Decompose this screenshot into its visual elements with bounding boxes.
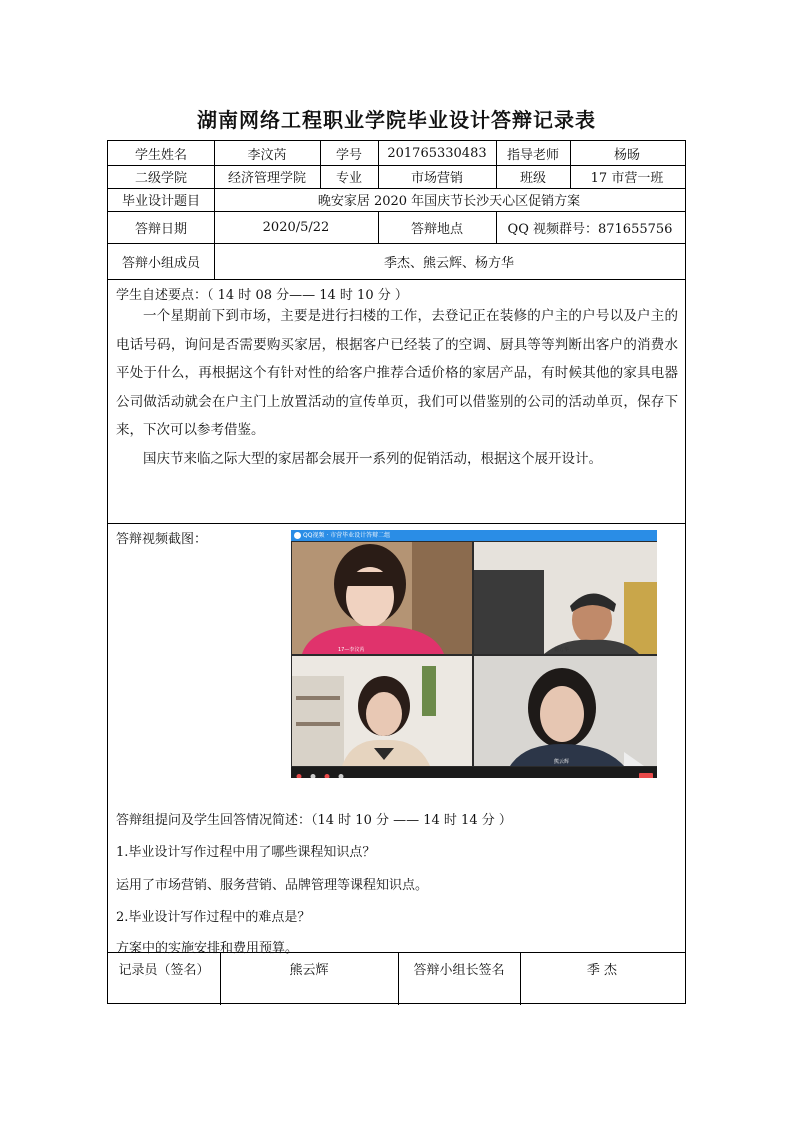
video-tile-member-2 <box>474 656 657 766</box>
members-icon <box>339 774 344 778</box>
panel-label: 答辩小组成员 <box>121 255 200 271</box>
question-2: 2.毕业设计写作过程中的难点是？ <box>116 910 311 925</box>
date-value: 2020/5/22 <box>262 219 330 235</box>
student-video-image <box>292 542 472 654</box>
video-window-title: QQ视频 · 市营毕业设计答辩二组 <box>303 532 391 539</box>
college-label: 二级学院 <box>134 171 187 186</box>
member-video-image <box>292 656 472 766</box>
major-label: 专业 <box>335 171 362 186</box>
self-statement-body <box>116 302 678 473</box>
video-screenshot-label: 答辩视频截图： <box>116 532 208 547</box>
video-tile-member-1 <box>292 656 472 766</box>
member-video-image <box>474 656 657 766</box>
video-tile-teacher <box>474 542 657 654</box>
major-name: 市场营销 <box>410 171 463 186</box>
student-id: 201765330483 <box>387 145 487 161</box>
video-tile-caption: 杨方华 <box>554 647 570 653</box>
self-statement-paragraph-2: 国庆节来临之际大型的家居都会展开一系列的促销活动，根据这个展开设计。 <box>143 450 602 467</box>
qq-logo-icon <box>294 532 301 539</box>
video-tile-caption: 熊云辉 <box>554 759 570 765</box>
place-value: QQ 视频群号：871655756 <box>507 221 673 237</box>
answer-2: 方案中的实施安排和费用预算。 <box>116 941 299 956</box>
microphone-icon <box>311 774 316 778</box>
self-statement-paragraph-1: 一个星期前下到市场，主要是进行扫楼的工作，去登记正在装修的户主的户号以及户主的电话号码，询问是否需要购买家居，根据客户已经装了的空调、厨具等等判断出客户的消费水平处于什么，再根据这个有针对性的给客户推荐合适价格的家居产品，有时候其他的家具电器公司做活动就会在户主门上放置活动的宣传单页，我们可以借鉴别的公司的活动单页，保存下来，下次可以参考借鉴。 <box>116 308 678 438</box>
leader-label: 答辩小组长签名 <box>413 962 505 978</box>
end-call-button <box>639 773 653 778</box>
topic-value: 晚安家居 2020 年国庆节长沙天心区促销方案 <box>317 194 581 209</box>
advisor-name: 杨旸 <box>613 147 640 163</box>
video-tile-caption: 17—李汶芮 <box>338 647 365 653</box>
leader-signature: 季 杰 <box>586 962 618 978</box>
answer-1: 运用了市场营销、服务营销、品牌管理等课程知识点。 <box>116 878 429 893</box>
video-window-titlebar <box>291 530 657 541</box>
qa-heading: 答辩组提问及学生回答情况简述：（14 时 10 分 —— 14 时 14 分 ） <box>116 813 512 828</box>
video-call-screenshot <box>291 530 657 778</box>
video-control-bar <box>291 767 657 778</box>
document-title: 湖南网络工程职业学院毕业设计答辩记录表 <box>197 108 596 132</box>
student-name-label: 学生姓名 <box>134 147 187 163</box>
place-label: 答辩地点 <box>410 221 463 237</box>
student-id-label: 学号 <box>335 147 362 163</box>
camera-icon <box>297 774 302 778</box>
college-name: 经济管理学院 <box>227 171 306 186</box>
recorder-signature: 熊云辉 <box>289 962 329 978</box>
advisor-label: 指导老师 <box>506 147 559 163</box>
teacher-video-image <box>474 542 657 654</box>
class-label: 班级 <box>519 171 546 186</box>
defense-record-table <box>107 140 686 1004</box>
share-screen-icon <box>325 774 330 778</box>
class-name: 17 市营一班 <box>590 171 664 186</box>
self-statement-heading: 学生自述要点：（ 14 时 08 分—— 14 时 10 分 ） <box>116 288 408 303</box>
video-tile-student <box>292 542 472 654</box>
question-1: 1.毕业设计写作过程中用了哪些课程知识点？ <box>116 845 376 860</box>
date-label: 答辩日期 <box>134 221 187 237</box>
panel-members: 季杰、熊云辉、杨方华 <box>383 255 514 271</box>
recorder-label: 记录员（签名） <box>118 962 210 978</box>
student-name: 李汶芮 <box>247 147 287 163</box>
topic-label: 毕业设计题目 <box>121 194 200 209</box>
